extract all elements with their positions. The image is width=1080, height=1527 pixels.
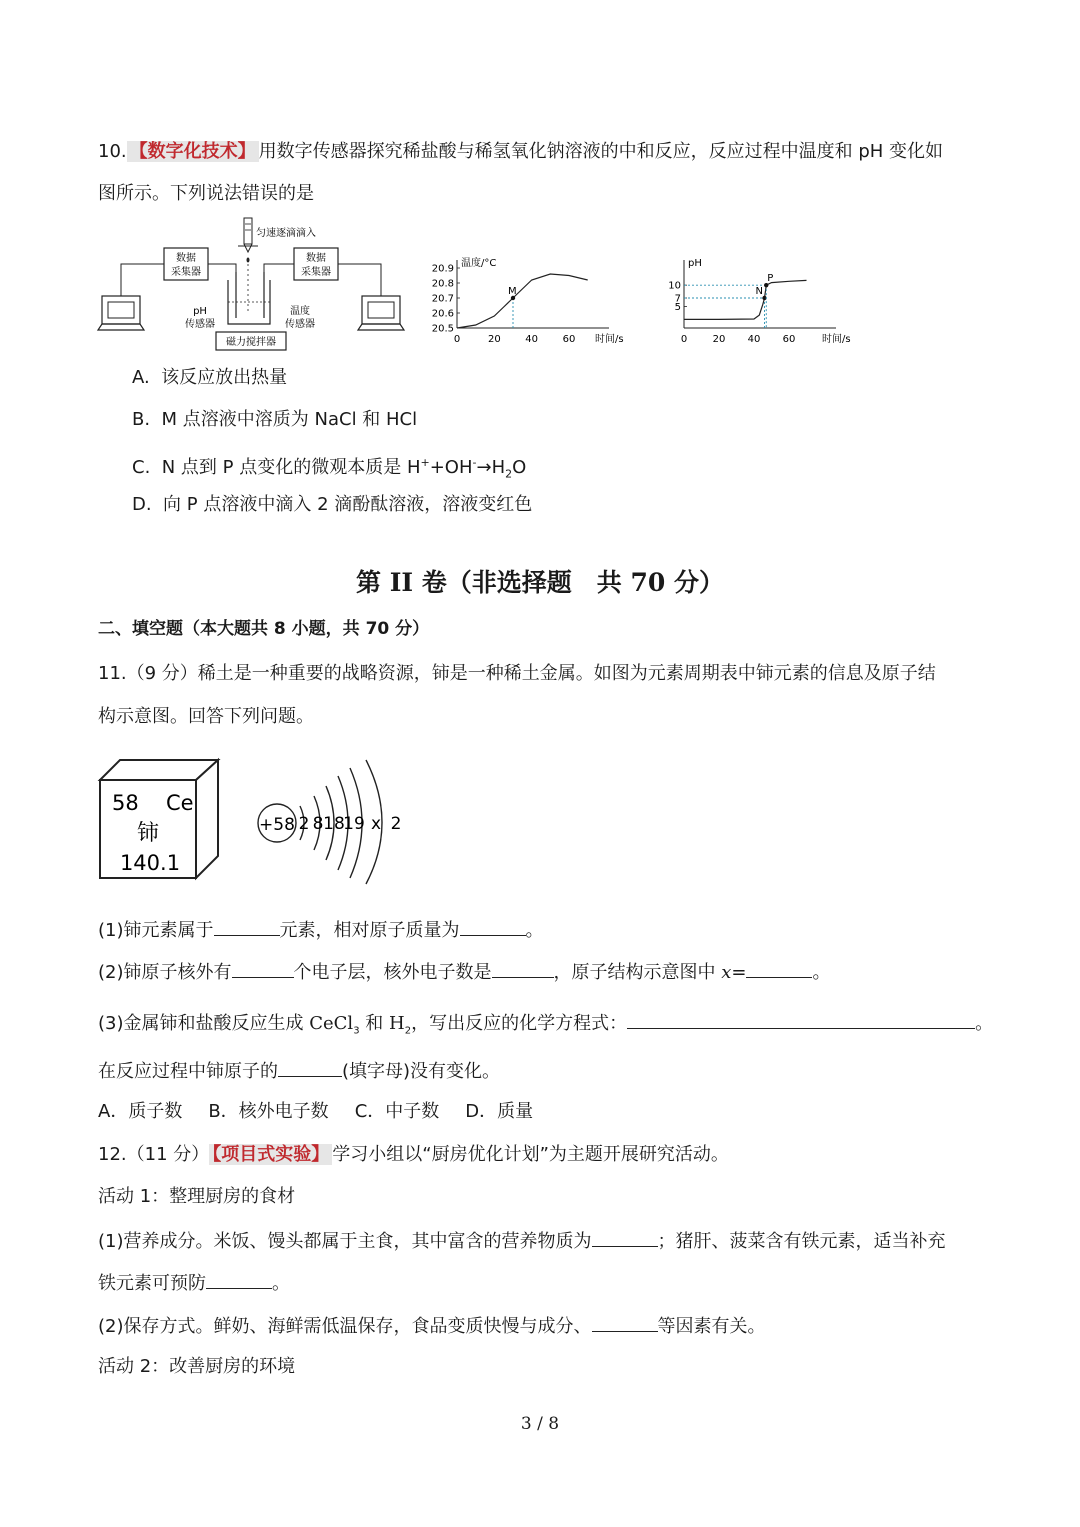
ph-label-P: P (767, 273, 774, 285)
q11-sub2: (2)铈原子核外有 个电子层，核外电子数是 ，原子结构示意图中 x= 。 (98, 959, 830, 985)
ph-ytick-2: 10 (668, 280, 681, 292)
element-cell-ce (96, 756, 226, 882)
ph-xtick-3: 60 (782, 334, 796, 345)
blank-9[interactable] (592, 1313, 658, 1332)
blank-equation[interactable] (627, 1010, 975, 1029)
q12-line1: 12.（11 分） 【项目式实验】 学习小组以“厨房优化计划”为主题开展研究活动。 (98, 1144, 729, 1165)
atom-shell-5: x (370, 814, 382, 834)
blank-6[interactable] (278, 1058, 342, 1077)
atom-shell-2: 8 (312, 814, 324, 834)
ph-xtick-1: 20 (712, 334, 726, 345)
option-c: C. N 点到 P 点变化的微观本质是 $H^++OH^-\to H_2O$ (132, 456, 527, 481)
q11-line2: 构示意图。回答下列问题。 (98, 706, 314, 727)
ph-sensor-l1: pH (193, 306, 207, 317)
atom-shell-3: 18 (323, 814, 345, 834)
temp-label-M: M (508, 286, 517, 297)
q11-line1: 11.（9 分）稀土是一种重要的战略资源，铈是一种稀土金属。如图为元素周期表中铈元素的信息及原子结 (98, 663, 936, 684)
collector-left-l1: 数据 (176, 253, 196, 264)
q11-sub3: (3)金属铈和盐酸反应生成 CeCl$_3$ 和 $H_2$，写出反应的化学方程式： 。 (98, 1010, 993, 1044)
temp-xtick-1: 20 (487, 334, 501, 345)
collector-right-l1: 数据 (306, 253, 326, 264)
q10-tag: 【数字化技术】 (127, 141, 259, 162)
option-a: A. 该反应放出热量 (132, 367, 288, 388)
blank-1[interactable] (214, 917, 280, 936)
page-number: 3 / 8 (520, 1414, 560, 1434)
temp-ytick-2: 20.7 (431, 293, 454, 305)
blank-3[interactable] (232, 959, 294, 978)
temperature-chart (425, 254, 640, 350)
part2-title: 二、填空题（本大题共 8 小题，共 70 分） (98, 619, 430, 639)
temp-ytick-1: 20.6 (431, 308, 454, 320)
blank-2[interactable] (460, 917, 526, 936)
ph-xlabel: 时间/s (822, 334, 851, 345)
temp-sensor-l2: 传感器 (285, 319, 315, 330)
temp-ytick-4: 20.9 (431, 263, 454, 275)
blank-7[interactable] (592, 1228, 658, 1247)
temp-xtick-0: 0 (453, 334, 461, 345)
element-mass: 140.1 (119, 851, 181, 875)
q11-sub1: (1)铈元素属于 元素，相对原子质量为 。 (98, 917, 544, 943)
option-d: D. 向 P 点溶液中滴入 2 滴酚酞溶液，溶液变红色 (132, 494, 533, 515)
option-b: B. M 点溶液中溶质为 NaCl 和 HCl (132, 409, 418, 430)
element-name: 铈 (136, 821, 160, 846)
q11-choices: A．质子数 B．核外电子数 C．中子数 D．质量 (98, 1101, 534, 1122)
temp-ytick-3: 20.8 (431, 278, 454, 290)
ph-label-N: N (755, 286, 763, 297)
blank-4[interactable] (492, 959, 554, 978)
element-number: 58 (112, 791, 139, 815)
stirrer-label: 磁力搅拌器 (226, 337, 276, 348)
atom-structure-diagram (252, 756, 412, 886)
ph-ytick-0: 5 (674, 302, 681, 314)
section-title: 第 II 卷（非选择题 共 70 分） (356, 568, 724, 597)
temp-xtick-2: 40 (525, 334, 539, 345)
q12-sub1-line2: 铁元素可预防 。 (98, 1270, 290, 1296)
atom-nucleus: +58 (259, 815, 295, 835)
q11-sub4: 在反应过程中铈原子的 (填字母)没有变化。 (98, 1058, 500, 1084)
q10-line1: 10. 【数字化技术】 用数字传感器探究稀盐酸与稀氢氧化钠溶液的中和反应，反应过程中温度和 pH 变化如 (98, 141, 944, 162)
q12-activity2: 活动 2：改善厨房的环境 (98, 1356, 296, 1377)
temp-series-line (457, 274, 588, 328)
temp-xtick-3: 60 (562, 334, 576, 345)
temp-ylabel: 温度/°C (461, 258, 497, 269)
q12-tag: 【项目式实验】 (209, 1144, 332, 1165)
collector-right-l2: 采集器 (301, 267, 331, 278)
q10-line2: 图所示。下列说法错误的是 (98, 183, 314, 204)
atom-shell-6: 2 (390, 814, 402, 834)
atom-shell-4: 19 (343, 814, 365, 834)
q12-activity1: 活动 1：整理厨房的食材 (98, 1186, 296, 1207)
q12-sub2: (2)保存方式。鲜奶、海鲜需低温保存，食品变质快慢与成分、 等因素有关。 (98, 1313, 766, 1339)
ph-chart (652, 254, 867, 350)
apparatus-figure (96, 214, 416, 354)
element-symbol: Ce (166, 791, 194, 815)
ph-ylabel: pH (688, 258, 702, 269)
blank-5[interactable] (746, 959, 812, 978)
temp-xlabel: 时间/s (595, 334, 624, 345)
ph-sensor-l2: 传感器 (185, 319, 215, 330)
ph-xtick-2: 40 (747, 334, 761, 345)
blank-8[interactable] (206, 1270, 272, 1289)
atom-shell-1: 2 (298, 814, 310, 834)
ph-xtick-0: 0 (680, 334, 688, 345)
ph-ytick-1: 7 (674, 293, 681, 305)
drip-label: 匀速逐滴滴入 (256, 228, 316, 239)
collector-left-l2: 采集器 (171, 267, 201, 278)
q12-sub1-line1: (1)营养成分。米饭、馒头都属于主食，其中富含的营养物质为 ；猪肝、菠菜含有铁元素，适当补充 (98, 1228, 946, 1254)
ph-series-line (684, 280, 807, 319)
temp-sensor-l1: 温度 (290, 306, 310, 317)
temp-ytick-0: 20.5 (431, 323, 454, 335)
